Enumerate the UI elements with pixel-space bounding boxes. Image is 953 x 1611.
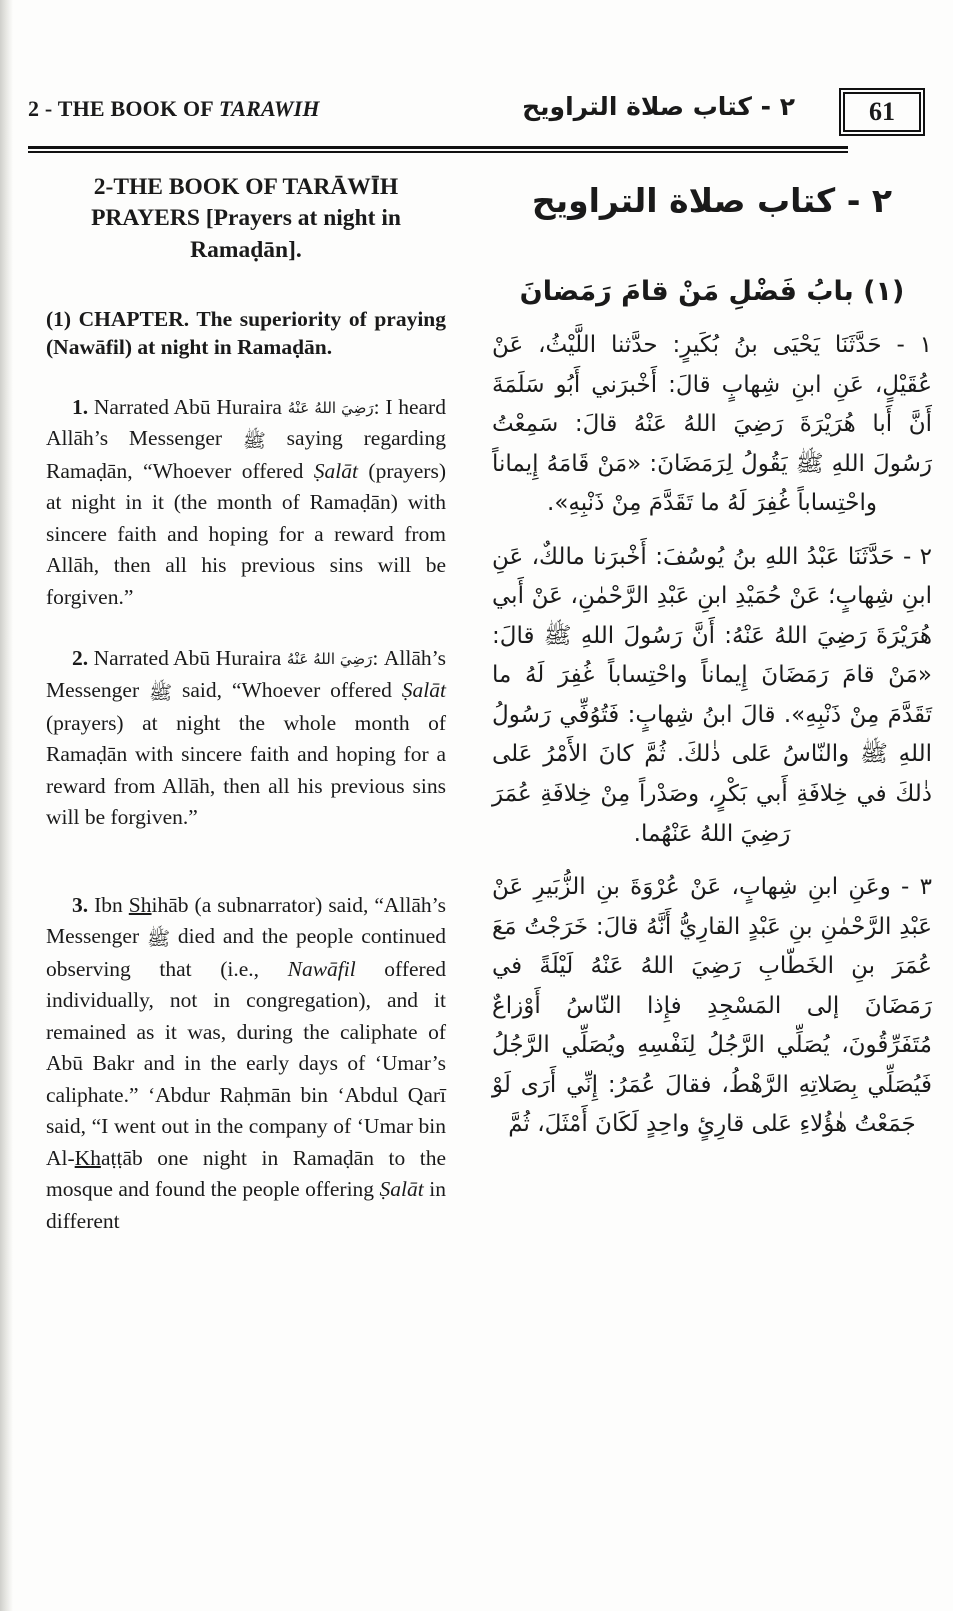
pbuh-symbol-1: ﷺ [242,430,266,453]
hadith-entry-english-1 [46,392,446,614]
hadith-3-part-d: in different [46,1177,446,1233]
page-number: 61 [843,92,921,132]
hadith-text-arabic-2: حَدَّثَنَا عَبْدُ اللهِ بنُ يُوسُفَ: أَخْبرَنا مالكٌ، عَنِ ابنِ شِهابٍ؛ عَنْ حُمَيْدِ ابنِ عَبْدِ الرَّحْمٰنِ، عَنْ أَبي هُرَيْرَةَ رَضِيَ اللهُ عَنْهُ: أَنَّ رَسُولَ اللهِ ﷺ قالَ: «مَنْ قامَ رَمَضَانَ إِيماناً واحْتِساباً غُفِرَ لَهُ ما تَقَدَّمَ مِنْ ذَنْبِهِ». قالَ ابنُ شِهابٍ: فَتُوُفِّي رَسُولُ اللهِ ﷺ والنّاسُ عَلى ذٰلكَ. ثُمَّ كانَ الأَمْرُ عَلى ذٰلكَ في خِلافَةِ أَبي بَكْرٍ، وصَدْراً مِنْ خِلافَةِ عُمَرَ رَضِيَ اللهُ عَنْهُما. [492,543,932,847]
rule-line-thin [28,151,848,153]
hadith-2-narrator-lead: Narrated Abū Huraira [88,646,287,671]
hadith-number-arabic-1: ١ - [896,332,932,358]
scan-edge-shadow [0,0,13,1611]
hadith-1-italic-salat: Ṣalāt [313,458,358,483]
header-rule [28,146,848,154]
chapter-heading-italic: Nawāfil [53,334,125,359]
hadith-number-3: 3. [72,892,89,917]
honorific-radiyallahu-anhu-1: رَضِيَ اللهُ عَنْهُ [287,398,374,417]
column-spacer [46,834,446,860]
hadith-entry-english-3 [46,890,446,1238]
hadith-1-narrator-lead: Narrated Abū Huraira [88,394,288,419]
arabic-column [492,172,932,1145]
chapter-heading-english [46,306,446,362]
hadith-entry-arabic-2 [492,538,932,854]
running-head [28,92,925,140]
pbuh-symbol-3: ﷺ [147,928,171,951]
chapter-heading-arabic: (١) بابُ فَضْلِ مَنْ قامَ رَمَضانَ [519,275,905,307]
chapter-number-label: (1) CHAPTER. [46,306,190,331]
hadith-3-italic-nawafil: Nawāfil [287,956,356,981]
page-number-box [839,88,925,136]
hadith-1-part-a: : I heard Allāh’s Messenger [46,394,446,451]
running-head-english [28,96,320,122]
hadith-text-arabic-1: حَدَّثَنَا يَحْيَى بنُ بُكَيرٍ: حدَّثنا اللَّيْثُ، عَنْ عُقَيْلٍ، عَنِ ابنِ شِهابٍ قالَ: أَخْبرَني أَبُو سَلَمَةَ أَنَّ أَبا هُرَيْرَةَ رَضِيَ اللهُ عَنْهُ قالَ: سَمِعْتُ رَسُولَ اللهِ ﷺ يَقُولُ لِرَمَضَانَ: «مَنْ قَامَهُ إِيماناً واحْتِساباً غُفِرَ لَهُ ما تَقَدَّمَ مِنْ ذَنْبِهِ». [492,332,932,517]
hadith-number-arabic-2: ٢ - [902,543,932,570]
hadith-3-part-b: offered individually, not in congregation), and it remained as it was, during the caliphate of Abū Bakr and in the early days of ‘Umar’s caliphate.” ‘Abdur Raḥmān bin ‘Abdul Qarī said, “I went out in the company of ‘Umar bin Al- [46,956,446,1170]
hadith-2-italic-salat: Ṣalāt [401,677,446,702]
hadith-text-arabic-3: وعَنِ ابنِ شِهابٍ، عَنْ عُرْوَةَ بنِ الزُّبَيرِ عَنْ عَبْدِ الرَّحْمٰنِ بنِ عَبْدٍ القارِيُّ أَنَّهُ قالَ: خَرَجْتُ مَعَ عُمَرَ بنِ الخَطّابِ رَضِيَ اللهُ عَنْهُ لَيْلَةً في رَمَضَانَ إلى المَسْجِدِ فإِذا النّاسُ أَوْزاعٌ مُتَفَرِّقُونَ، يُصَلِّي الرَّجُلُ لِنَفْسِهِ ويُصَلِّي الرَّجُلُ فَيُصَلِّي بِصَلاتِهِ الرَّهْطُ، فقالَ عُمَرُ: إِنِّي أَرَى لَوْ جَمَعْتُ هٰؤُلاءِ عَلى قارِئٍ واحِدٍ لَكَانَ أَمْثَلَ، ثُمَّ [492,874,932,1138]
hadith-3-part-c: aṭṭāb one night in Ramaḍān to the mosque and found the people offering [46,1145,446,1202]
hadith-number-arabic-3: ٣ - [901,874,932,901]
hadith-1-part-c: (prayers) at night in it (the month of Ramaḍān) with sincere faith and hoping for a reward from Allāh, then all his previous sins will be forgiven.” [46,458,446,609]
hadith-number-2: 2. [72,646,89,671]
hadith-3-underline-sh: Sh [128,892,152,917]
chapter-heading-text: The superiority of praying ( [46,306,446,359]
hadith-2-part-b: said, “Whoever offered [172,677,402,702]
pbuh-symbol-2: ﷺ [149,681,173,704]
hadith-1-part-b: saying regarding Ramaḍān, “Whoever offered [46,426,446,483]
hadith-entry-arabic-1 [492,326,932,524]
running-head-arabic: ٢ - كتاب صلاة التراويح [522,92,795,121]
hadith-2-part-a: : Allāh’s Messenger [46,646,446,702]
book-title-english: 2-THE BOOK OF TARĀWĪH PRAYERS [Prayers at night in Ramaḍān]. [91,174,401,263]
hadith-3-part-a: died and the people continued observing that (i.e., [46,924,447,981]
hadith-3-italic-salat: Ṣalāt [379,1177,424,1202]
english-column [46,172,446,1237]
hadith-entry-arabic-3 [492,868,932,1145]
hadith-3-lead: Ibn [88,892,129,917]
book-title-arabic: ٢ - كتاب صلاة التراويح [531,181,893,220]
running-head-english-text: 2 - THE BOOK OF [28,96,219,121]
hadith-3-lead-2: ihāb (a subnarrator) said, “Allāh’s Messenger [46,892,446,949]
honorific-radiyallahu-anhu-2: رَضِيَ اللهُ عَنْهُ [286,650,373,669]
hadith-number-1: 1. [72,394,89,419]
hadith-entry-english-2 [46,643,446,833]
chapter-heading-tail: ) at night in Ramaḍān. [124,334,333,359]
running-head-english-italic: TARAWIH [218,96,320,121]
hadith-2-part-c: (prayers) at night the whole month of Ramaḍān with sincere faith and hoping for a reward from Allāh, then all his previous sins will be forgiven.” [46,710,446,830]
hadith-3-underline-kh: Kh [74,1145,101,1170]
